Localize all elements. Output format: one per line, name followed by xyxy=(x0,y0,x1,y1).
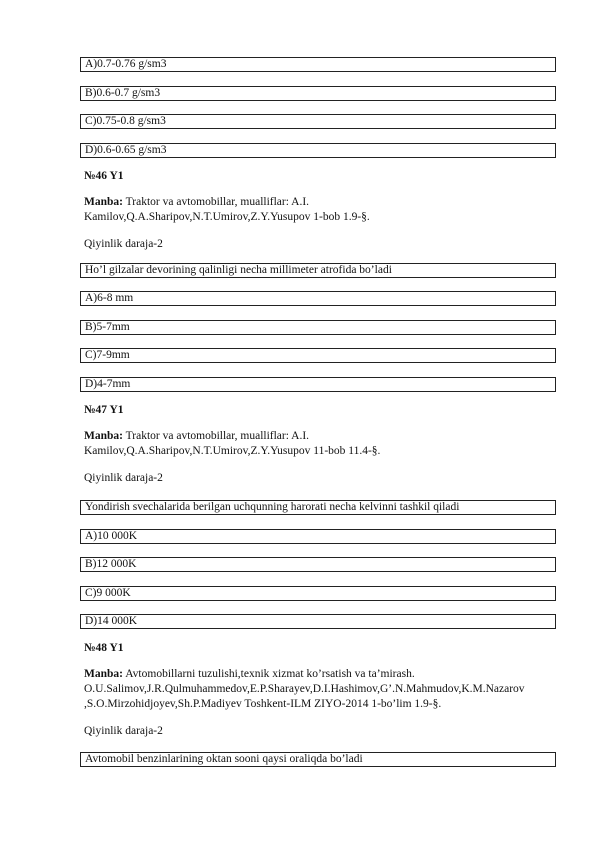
source-text-continued: ,S.O.Mirzohidjoyev,Sh.P.Madiyev Toshkent-ILM ZIYO-2014 1-bo’lim 1.9-§. xyxy=(84,698,442,710)
source-label: Manba: xyxy=(84,196,123,208)
question-text: Avtomobil benzinlarining oktan sooni qaysi oraliqda bo’ladi xyxy=(80,752,556,767)
answer-option-d: D)14 000K xyxy=(80,614,556,629)
question-number: №47 Y1 xyxy=(84,404,124,416)
source-text: Traktor va avtomobillar, mualliflar: A.I. xyxy=(125,196,310,208)
question-text: Ho’l gilzalar devorining qalinligi necha millimeter atrofida bo’ladi xyxy=(80,263,556,278)
source-label: Manba: xyxy=(84,430,123,442)
difficulty-level: Qiyinlik daraja-2 xyxy=(84,725,163,737)
question-text: Yondirish svechalarida berilgan uchqunning harorati necha kelvinni tashkil qiladi xyxy=(80,500,556,515)
source-text-continued: Kamilov,Q.A.Sharipov,N.T.Umirov,Z.Y.Yusupov 1-bob 1.9-§. xyxy=(84,211,370,223)
question-number: №46 Y1 xyxy=(84,170,124,182)
source-text-continued: O.U.Salimov,J.R.Qulmuhammedov,E.P.Sharayev,D.I.Hashimov,G’.N.Mahmudov,K.M.Nazarov xyxy=(84,683,525,695)
source-label: Manba: xyxy=(84,668,123,680)
answer-option-c: C)0.75-0.8 g/sm3 xyxy=(80,114,556,129)
answer-option-b: B)5-7mm xyxy=(80,320,556,335)
answer-option-d: D)0.6-0.65 g/sm3 xyxy=(80,143,556,158)
difficulty-level: Qiyinlik daraja-2 xyxy=(84,472,163,484)
source-text: Traktor va avtomobillar, mualliflar: A.I. xyxy=(125,430,310,442)
answer-option-a: A)10 000K xyxy=(80,529,556,544)
answer-option-d: D)4-7mm xyxy=(80,377,556,392)
source-line xyxy=(84,429,554,444)
answer-option-b: B)12 000K xyxy=(80,557,556,572)
answer-option-a: A)6-8 mm xyxy=(80,291,556,306)
source-text: Avtomobillarni tuzulishi,texnik xizmat ko’rsatish va ta’mirash. xyxy=(125,668,415,680)
source-line xyxy=(84,667,554,682)
difficulty-level: Qiyinlik daraja-2 xyxy=(84,238,163,250)
answer-option-c: C)9 000K xyxy=(80,586,556,601)
answer-option-b: B)0.6-0.7 g/sm3 xyxy=(80,86,556,101)
question-number: №48 Y1 xyxy=(84,642,124,654)
answer-option-c: C)7-9mm xyxy=(80,348,556,363)
source-text-continued: Kamilov,Q.A.Sharipov,N.T.Umirov,Z.Y.Yusupov 11-bob 11.4-§. xyxy=(84,445,381,457)
source-line xyxy=(84,195,554,210)
answer-option-a: A)0.7-0.76 g/sm3 xyxy=(80,57,556,72)
